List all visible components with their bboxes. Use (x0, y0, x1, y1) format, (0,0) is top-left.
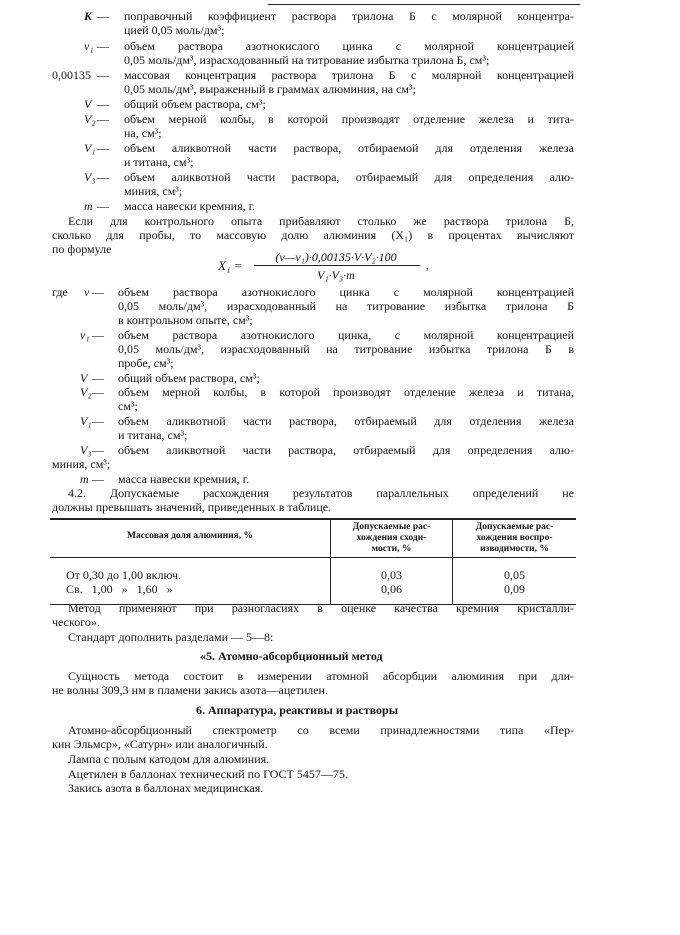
def-dash: — (97, 170, 109, 184)
text-line: по формуле (52, 242, 112, 256)
def-symbol: 0,00135 (52, 68, 91, 82)
def-text: объем раствора азотнокислого цинка с молярной концентрацией (118, 285, 574, 299)
def-symbol: V (80, 371, 88, 385)
def-text: на, см³; (124, 126, 162, 140)
text-line: Закись азота в баллонах медицинская. (68, 781, 264, 795)
text-line: Атомно-абсорбционный спектрометр со всеми принадлежностями типа «Пер- (68, 723, 574, 737)
header-line: Допускаемые рас- (352, 522, 431, 532)
where-label: где (52, 285, 68, 299)
def-symbol: V₁ (80, 414, 92, 428)
text-line: Лампа с полым катодом для алюминия. (68, 752, 270, 766)
def-text: объем раствора азотнокислого цинка с молярной концентрацией (124, 39, 574, 53)
def-symbol: V₁ (84, 141, 96, 155)
def-symbol: V₃ (80, 443, 92, 457)
text-line: ческого». (52, 615, 100, 629)
def-text: масса навески кремния, г. (124, 199, 256, 213)
def-text: и титана, см³; (124, 155, 194, 169)
def-text: масса навески кремния, г. (118, 472, 250, 486)
def-dash: — (97, 39, 109, 53)
text-line: должны превышать значений, приведенных в таблице. (52, 500, 332, 514)
def-text: объем мерной колбы, в которой производят отделение железа и тита- (124, 112, 574, 126)
table-cell-range: От 0,30 до 1,00 включ. (66, 568, 182, 582)
def-text: и титана, см³; (118, 428, 188, 442)
header-line: хождения сходи- (356, 533, 427, 543)
table-header-cell (331, 522, 452, 555)
def-symbol: v (84, 285, 90, 299)
text-line: не волны 309,3 нм в пламени закись азота—ацетилен. (52, 683, 328, 697)
def-dash: — (97, 68, 109, 82)
fraction-bar (254, 265, 420, 266)
text-line: Если для контрольного опыта прибавляют столько же раствора трилона Б, (68, 214, 574, 228)
def-symbol: v₁ (84, 39, 94, 53)
def-symbol: V₂ (84, 112, 96, 126)
table-cell-convergence: 0,03 (381, 568, 402, 582)
def-symbol: m (80, 472, 89, 486)
def-text: 0,05 моль/дм³, выраженный в граммах алюминия, на см³; (124, 82, 416, 96)
def-text: массовая концентрация раствора трилона Б с молярной концентрацией (124, 68, 574, 82)
def-dash: — (92, 385, 104, 399)
header-line: хождения воспро- (476, 533, 553, 543)
def-text: поправочный коэффициент раствора трилона Б с молярной концентра- (124, 9, 574, 23)
def-text: объем аликвотной части раствора, отбираемый для определения алю- (124, 170, 574, 184)
def-symbol: V (84, 97, 92, 111)
table-header-cell: Массовая доля алюминия, % (127, 531, 253, 541)
header-line: Допускаемые рас- (475, 522, 554, 532)
def-text: объем аликвотной части раствора, отбираемый для определения алю- (118, 443, 574, 457)
def-symbol: V₃ (84, 170, 96, 184)
def-text: общий объем раствора, см³; (124, 97, 266, 111)
formula-numerator: (v—v₁)·0,00135·V·V₂·100 (275, 250, 397, 264)
def-dash: — (92, 285, 104, 299)
def-text: объем мерной колбы, в которой производят отделение железа и титана, (118, 385, 574, 399)
paragraph-standard: Стандарт дополнить разделами — 5—8: (68, 630, 274, 644)
formula-lhs: X₁ = (218, 258, 243, 273)
text-line: Сущность метода состоит в измерении атомной абсорбции алюминия при дли- (68, 669, 574, 683)
def-text: пробе, см³; (118, 356, 174, 370)
top-rule (268, 4, 580, 5)
formula-denominator: V₁·V₃·m (317, 268, 355, 282)
header-line: изводимости, % (480, 544, 549, 554)
header-line: мости, % (371, 544, 412, 554)
def-dash: — (92, 414, 104, 428)
def-text: цией 0,05 моль/дм³; (124, 23, 225, 37)
table-header-cell (453, 522, 576, 555)
def-dash: — (97, 112, 109, 126)
table-cell-convergence: 0,06 (381, 582, 402, 596)
def-text: 0,05 моль/дм³, израсходованный на титрование избытка трилона Б в (118, 342, 574, 356)
def-text: объем раствора азотнокислого цинка, с молярной концентрацией (118, 328, 574, 342)
def-dash: — (97, 9, 109, 23)
table-cell-reproducibility: 0,09 (504, 582, 525, 596)
def-symbol: K (84, 9, 93, 23)
def-symbol: m (84, 199, 93, 213)
def-dash: — (97, 97, 109, 111)
def-text: 0,05 моль/дм³, израсходованный на титрование избытка трилона Б (118, 299, 574, 313)
def-dash: — (92, 371, 104, 385)
table-header-rule (50, 557, 576, 558)
table-cell-reproducibility: 0,05 (504, 568, 525, 582)
text-line: Метод применяют при разногласиях в оценке качества кремния кристалли- (68, 601, 574, 615)
text-line: 4.2. Допускаемые расхождения результатов параллельных определений не (68, 486, 574, 500)
text-line: сколько для пробы, то массовую долю алюминия (X₁) в процентах вычисляют (52, 228, 574, 242)
def-dash: — (92, 328, 104, 342)
def-dash: — (97, 141, 109, 155)
def-symbol: V₂ (80, 385, 92, 399)
def-text: общий объем раствора, см³; (118, 371, 260, 385)
def-symbol: v₁ (80, 328, 90, 342)
text-line: кин Эльмср», «Сатурн» или аналогичный. (52, 737, 268, 751)
section-6-title: 6. Аппаратура, реактивы и растворы (196, 703, 399, 717)
def-text: миния, см³; (52, 457, 111, 471)
def-text: 0,05 моль/дм³, израсходованный на титрование избытка трилона Б, см³; (124, 53, 490, 67)
table-top-rule (50, 518, 576, 520)
def-dash: — (92, 443, 104, 457)
def-text: в контрольном опыте, см³; (118, 313, 253, 327)
formula-trail: , (426, 258, 429, 272)
def-text: объем аликвотной части раствора, отбираемый для отделения железа (118, 414, 574, 428)
def-dash: — (92, 472, 104, 486)
def-text: миния, см³; (124, 184, 183, 198)
section-5-title: «5. Атомно-абсорбционный метод (200, 649, 383, 663)
def-text: см³; (118, 399, 138, 413)
def-text: объем аликвотной части раствора, отбираемой для отделения железа (124, 141, 574, 155)
table-cell-range: Св. 1,00 » 1,60 » (66, 582, 173, 596)
def-dash: — (97, 199, 109, 213)
text-line: Ацетилен в баллонах технический по ГОСТ 5457—75. (68, 767, 348, 781)
